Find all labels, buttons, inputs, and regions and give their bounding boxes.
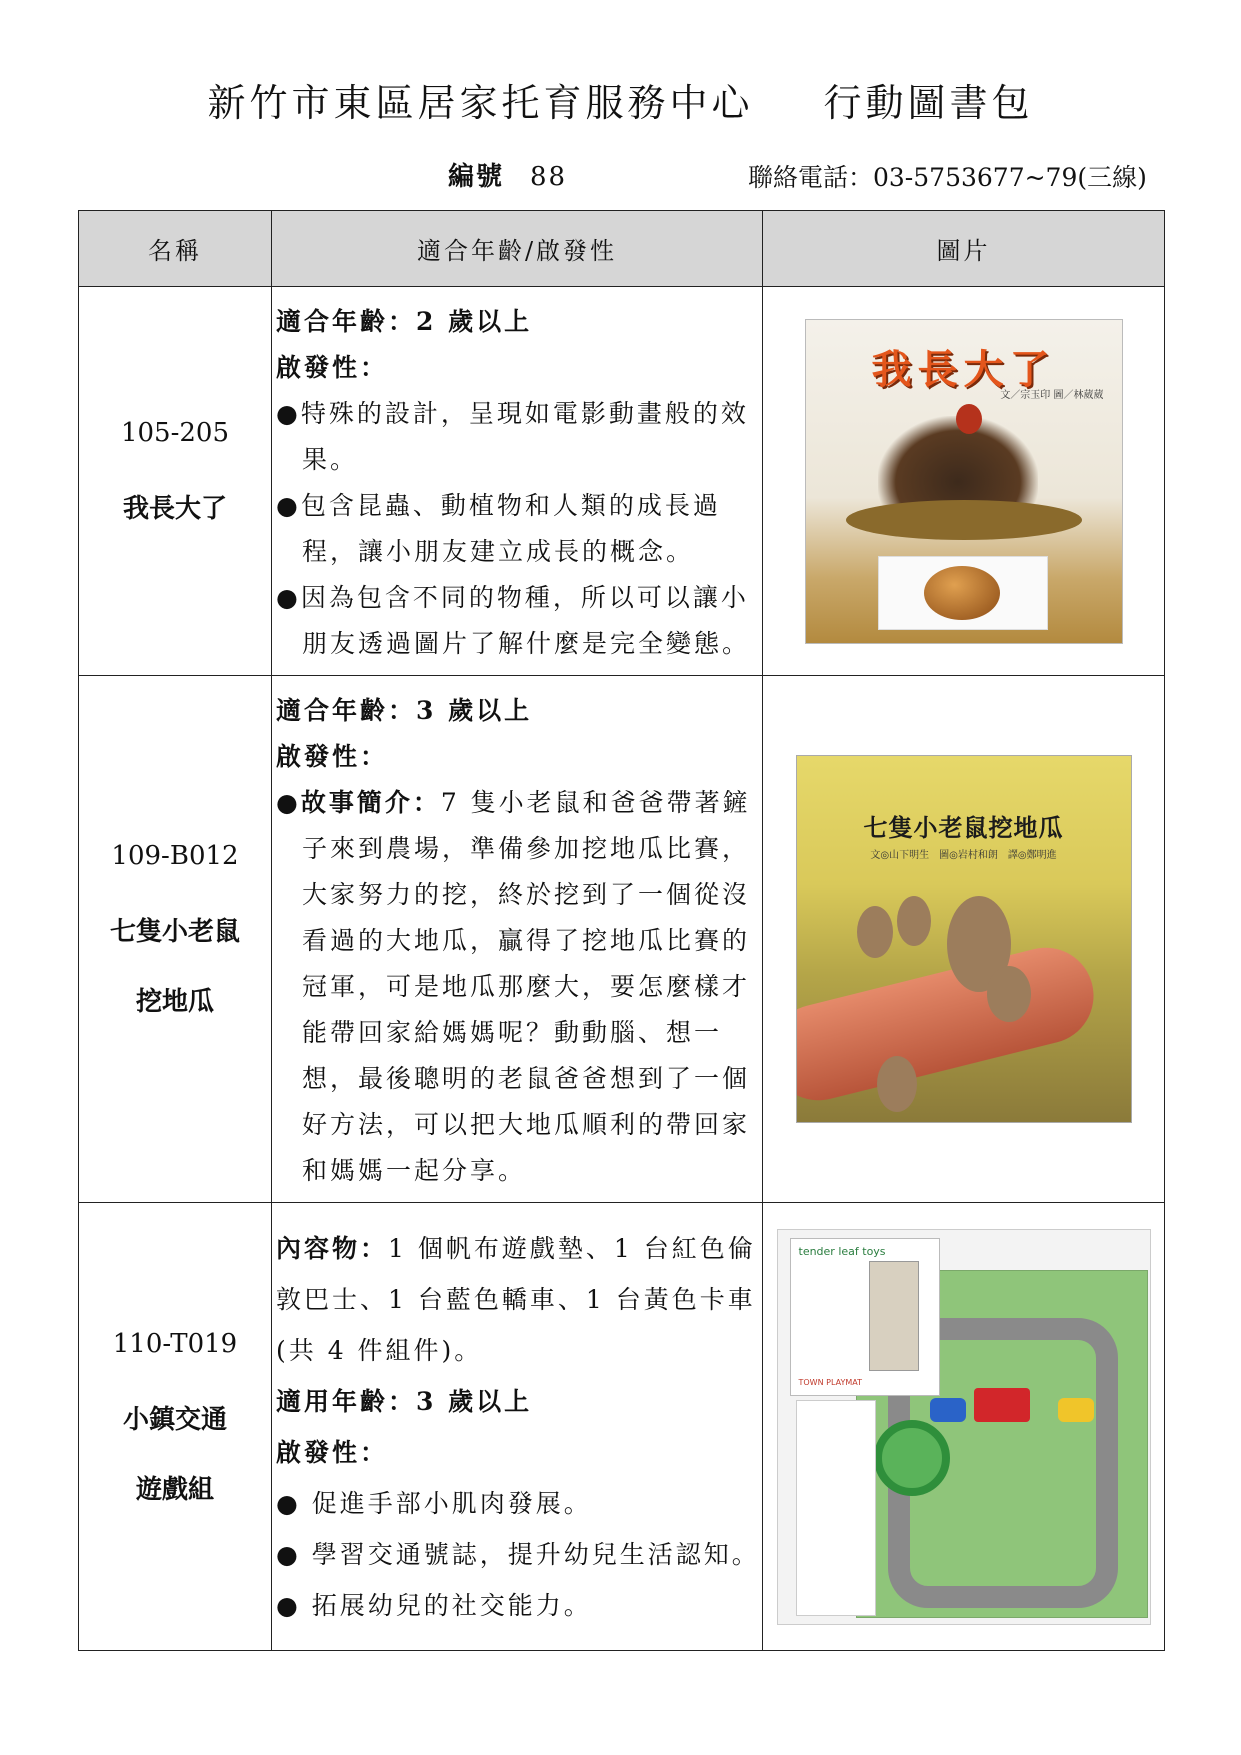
col-header-name: 名稱 bbox=[79, 211, 272, 287]
red-bus bbox=[974, 1388, 1030, 1422]
item-code: 109-B012 bbox=[111, 841, 239, 871]
item-name: 我長大了 bbox=[122, 494, 227, 524]
item-desc-cell bbox=[272, 1203, 763, 1651]
item-code: 105-205 bbox=[120, 418, 230, 448]
age-text: 適用年齡：3 歲以上 bbox=[276, 1387, 533, 1416]
box-label: TOWN PLAYMAT bbox=[798, 1377, 862, 1387]
inspiration-label: 啟發性： bbox=[276, 742, 389, 771]
doc-type: 行動圖書包 bbox=[823, 81, 1034, 125]
item-picture-cell bbox=[763, 287, 1165, 676]
serial-label: 編號 bbox=[448, 162, 505, 192]
hen-comb bbox=[956, 404, 982, 434]
item-name-cell bbox=[79, 676, 272, 1203]
story-label: ●故事簡介： bbox=[276, 788, 441, 817]
item-picture-cell bbox=[763, 1203, 1165, 1651]
table-header-row bbox=[79, 211, 1165, 287]
col-header-picture: 圖片 bbox=[763, 211, 1165, 287]
item-name-cell bbox=[79, 287, 272, 676]
mouse-illustration bbox=[877, 1056, 917, 1112]
box-window bbox=[869, 1261, 919, 1371]
bullet-item: ●包含昆蟲、動植物和人類的成長過程，讓小朋友建立成長的概念。 bbox=[276, 491, 721, 566]
item-name: 小鎮交通 bbox=[122, 1404, 227, 1435]
page-title bbox=[0, 72, 1241, 127]
inspiration-label: 啟發性： bbox=[276, 353, 389, 382]
story-bullet bbox=[276, 780, 762, 1194]
mouse-illustration bbox=[987, 966, 1031, 1022]
contents-text bbox=[276, 1223, 762, 1376]
table-row bbox=[79, 1203, 1165, 1651]
mouse-illustration bbox=[857, 906, 893, 958]
org-name: 新竹市東區居家托育服務中心 bbox=[207, 81, 754, 125]
item-code: 110-T019 bbox=[112, 1328, 238, 1359]
item-desc-cell bbox=[272, 287, 763, 676]
roundabout bbox=[874, 1420, 950, 1496]
phone-number: 聯絡電話：03-5753677~79(三線) bbox=[748, 163, 1147, 192]
cover-credit: 文／宗玉印 圖／林葳葳 bbox=[1000, 389, 1104, 401]
blue-car bbox=[930, 1398, 966, 1422]
book-cover-image bbox=[796, 755, 1132, 1123]
mouse-illustration bbox=[897, 896, 931, 946]
table-row bbox=[79, 676, 1165, 1203]
toy-set-photo bbox=[777, 1229, 1151, 1625]
bullet-item: ● 拓展幼兒的社交能力。 bbox=[276, 1591, 592, 1620]
bullet-item: ● 學習交通號誌，提升幼兒生活認知。 bbox=[276, 1540, 760, 1569]
sub-header bbox=[0, 156, 1241, 192]
story-text: 7 隻小老鼠和爸爸帶著鏟子來到農場，準備參加挖地瓜比賽，大家努力的挖，終於挖到了一個從沒看過的大地瓜，贏得了挖地瓜比賽的冠軍，可是地瓜那麼大，要怎麼樣才能帶回家給媽媽呢？動動腦、想一想，最後聰明的老鼠爸爸想到了一個好方法，可以把大地瓜順利的帶回家和媽媽一起分享。 bbox=[302, 788, 751, 1185]
instruction-sheet bbox=[796, 1400, 876, 1616]
age-text: 適合年齡：3 歲以上 bbox=[276, 696, 533, 725]
table-row bbox=[79, 287, 1165, 676]
contents-value: 1 個帆布遊戲墊、1 台紅色倫敦巴士、1 台藍色轎車、1 台黃色卡車(共 4 件組件)。 bbox=[276, 1234, 756, 1365]
bullet-item: ● 促進手部小肌肉發展。 bbox=[276, 1489, 592, 1518]
item-name: 挖地瓜 bbox=[135, 987, 214, 1017]
serial bbox=[448, 156, 567, 193]
item-picture-cell bbox=[763, 676, 1165, 1203]
product-box bbox=[790, 1238, 940, 1396]
cover-title: 我長大了 bbox=[871, 346, 1056, 393]
item-desc-cell bbox=[272, 676, 763, 1203]
bullet-item: ●因為包含不同的物種，所以可以讓小朋友透過圖片了解什麼是完全變態。 bbox=[276, 583, 751, 658]
age-text: 適合年齡：2 歲以上 bbox=[276, 307, 533, 336]
cover-title: 七隻小老鼠挖地瓜 bbox=[863, 814, 1064, 842]
book-cover-image bbox=[805, 319, 1123, 644]
item-name-cell bbox=[79, 1203, 272, 1651]
col-header-age: 適合年齡/啟發性 bbox=[272, 211, 763, 287]
box-brand: tender leaf toys bbox=[798, 1244, 886, 1258]
item-name: 七隻小老鼠 bbox=[109, 917, 240, 947]
item-name: 遊戲組 bbox=[135, 1474, 214, 1505]
inspiration-label: 啟發性： bbox=[276, 1438, 389, 1467]
serial-number: 88 bbox=[530, 162, 568, 192]
items-table bbox=[78, 210, 1165, 1651]
egg-illustration bbox=[924, 566, 1000, 620]
cover-credit: 文◎山下明生 圖◎岩村和朗 譯◎鄭明進 bbox=[870, 850, 1057, 861]
contents-label: 內容物： bbox=[276, 1234, 389, 1263]
yellow-truck bbox=[1058, 1398, 1094, 1422]
nest-illustration bbox=[846, 500, 1082, 540]
bullet-item: ●特殊的設計，呈現如電影動畫般的效果。 bbox=[276, 399, 749, 474]
